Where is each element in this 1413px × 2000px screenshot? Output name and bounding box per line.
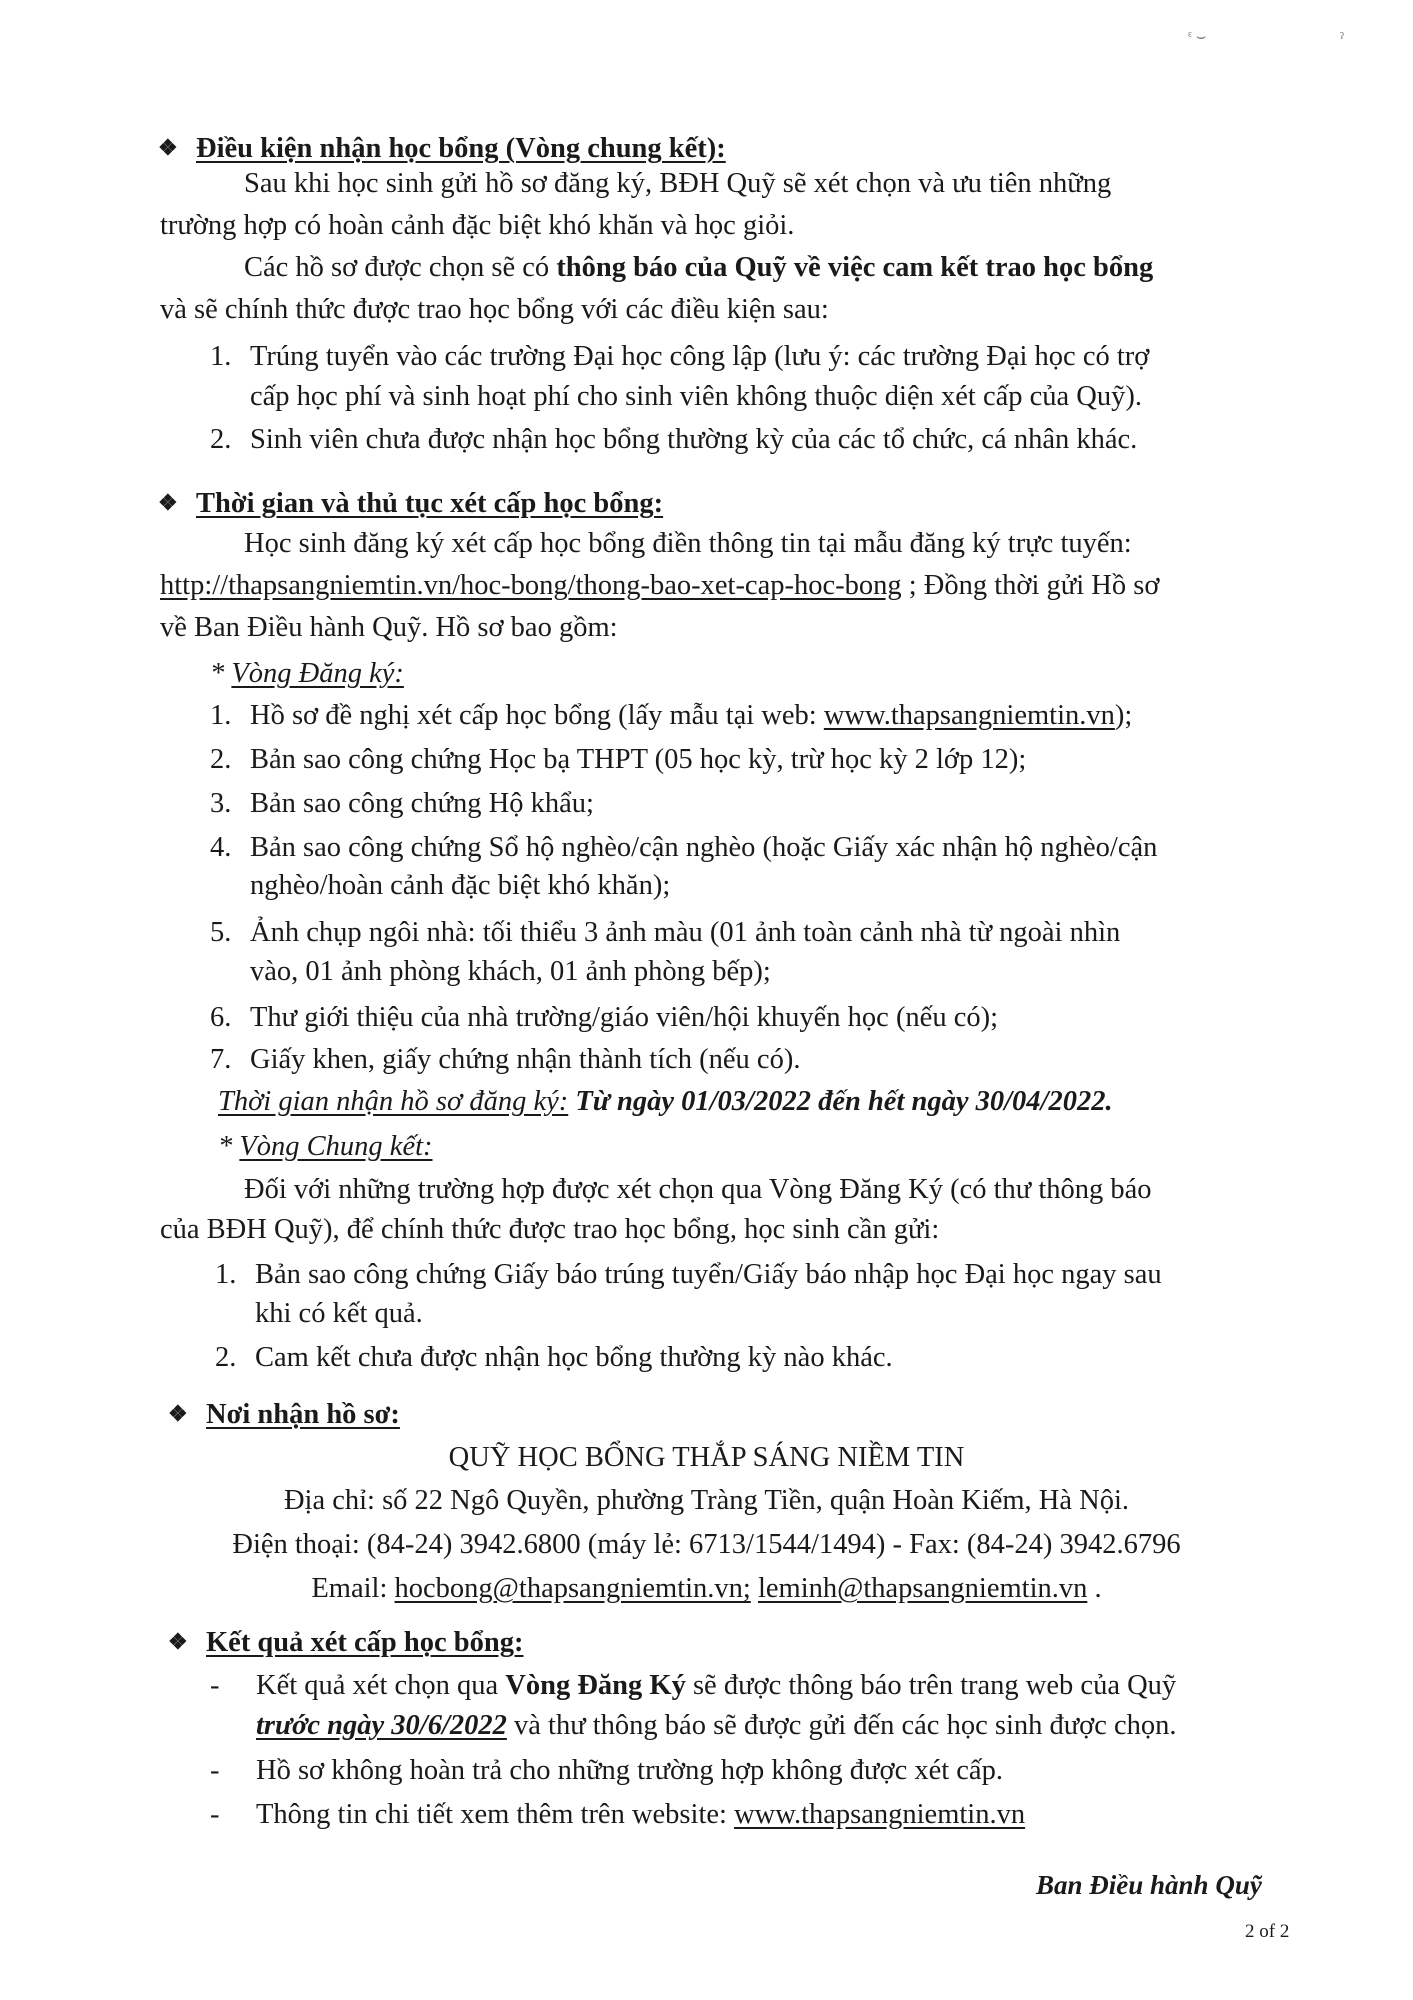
paragraph-line: Sau khi học sinh gửi hồ sơ đăng ký, BĐH Quỹ sẽ xét chọn và ưu tiên những (244, 168, 1112, 199)
list-item: 1. Hồ sơ đề nghị xét cấp học bổng (lấy mẫu tại web: www.thapsangniemtin.vn); (210, 700, 1133, 731)
list-item: - Thông tin chi tiết xem thêm trên website: www.thapsangniemtin.vn (210, 1799, 1026, 1830)
list-item: 3. Bản sao công chứng Hộ khẩu; (210, 788, 594, 819)
diamond-bullet-icon: ❖ (168, 1401, 188, 1426)
paragraph-line: của BĐH Quỹ), để chính thức được trao học bổng, học sinh cần gửi: (160, 1214, 940, 1245)
list-item-continuation: cấp học phí và sinh hoạt phí cho sinh viên không thuộc diện xét cấp của Quỹ). (250, 381, 1142, 412)
list-item-continuation: trước ngày 30/6/2022 và thư thông báo sẽ được gửi đến các học sinh được chọn. (256, 1710, 1177, 1741)
emphasis-text: thông báo của Quỹ về việc cam kết trao học bổng (556, 252, 1154, 283)
list-item: 2. Cam kết chưa được nhận học bổng thường kỳ nào khác. (215, 1342, 893, 1373)
diamond-bullet-icon: ❖ (168, 1629, 188, 1654)
page-number: 2 of 2 (1245, 1921, 1290, 1942)
paragraph-line: về Ban Điều hành Quỹ. Hồ sơ bao gồm: (160, 612, 618, 643)
registration-deadline: Thời gian nhận hồ sơ đăng ký: Từ ngày 01/03/2022 đến hết ngày 30/04/2022. (218, 1086, 1113, 1117)
paragraph-line: và sẽ chính thức được trao học bổng với các điều kiện sau: (160, 294, 829, 325)
website-link[interactable]: www.thapsangniemtin.vn (823, 700, 1115, 731)
website-link[interactable]: www.thapsangniemtin.vn (734, 1799, 1026, 1830)
scan-artifact: ᵋ ⌣ (1188, 28, 1207, 45)
list-item: 7. Giấy khen, giấy chứng nhận thành tích (nếu có). (210, 1044, 801, 1075)
list-item-continuation: nghèo/hoàn cảnh đặc biệt khó khăn); (250, 870, 671, 901)
section-heading-results: ❖ Kết quả xét cấp học bổng: (168, 1627, 524, 1658)
section-heading-procedure: ❖ Thời gian và thủ tục xét cấp học bổng: (158, 488, 664, 519)
scan-artifact: ˀ (1340, 30, 1344, 47)
list-item: 4. Bản sao công chứng Sổ hộ nghèo/cận nghèo (hoặc Giấy xác nhận hộ nghèo/cận (210, 832, 1158, 863)
organization-name: QUỸ HỌC BỔNG THẮP SÁNG NIỀM TIN (448, 1442, 965, 1473)
list-item: - Kết quả xét chọn qua Vòng Đăng Ký sẽ được thông báo trên trang web của Quỹ (210, 1670, 1177, 1701)
organization-phone: Điện thoại: (84-24) 3942.6800 (máy lẻ: 6713/1544/1494) - Fax: (84-24) 3942.6796 (232, 1529, 1181, 1560)
paragraph-line: trường hợp có hoàn cảnh đặc biệt khó khăn và học giỏi. (160, 210, 795, 241)
list-item-continuation: khi có kết quả. (255, 1298, 423, 1329)
email-link[interactable]: hocbong@thapsangniemtin.vn; (394, 1573, 751, 1604)
subheading-registration-round: * Vòng Đăng ký: (210, 658, 404, 689)
organization-address: Địa chỉ: số 22 Ngô Quyền, phường Tràng Tiền, quận Hoàn Kiếm, Hà Nội. (283, 1485, 1130, 1516)
list-item: 1. Bản sao công chứng Giấy báo trúng tuyển/Giấy báo nhập học Đại học ngay sau (215, 1259, 1162, 1290)
list-item: - Hồ sơ không hoàn trả cho những trường hợp không được xét cấp. (210, 1755, 1003, 1786)
paragraph-line: Đối với những trường hợp được xét chọn qua Vòng Đăng Ký (có thư thông báo (244, 1174, 1152, 1205)
list-item-continuation: vào, 01 ảnh phòng khách, 01 ảnh phòng bếp); (250, 956, 771, 987)
list-item: 1. Trúng tuyển vào các trường Đại học công lập (lưu ý: các trường Đại học có trợ (210, 341, 1150, 372)
list-item: 2. Bản sao công chứng Học bạ THPT (05 học kỳ, trừ học kỳ 2 lớp 12); (210, 744, 1027, 775)
list-item: 5. Ảnh chụp ngôi nhà: tối thiểu 3 ảnh màu (01 ảnh toàn cảnh nhà từ ngoài nhìn (210, 917, 1121, 948)
subheading-final-round: * Vòng Chung kết: (218, 1131, 433, 1162)
paragraph-line: http://thapsangniemtin.vn/hoc-bong/thong-bao-xet-cap-hoc-bong ; Đồng thời gửi Hồ sơ (160, 570, 1160, 601)
list-item: 6. Thư giới thiệu của nhà trường/giáo viên/hội khuyến học (nếu có); (210, 1002, 999, 1033)
signature: Ban Điều hành Quỹ (1036, 1870, 1262, 1900)
email-link[interactable]: leminh@thapsangniemtin.vn (757, 1573, 1088, 1604)
paragraph-line: Các hồ sơ được chọn sẽ có thông báo của Quỹ về việc cam kết trao học bổng (244, 252, 1154, 283)
section-heading-eligibility: ❖ Điều kiện nhận học bổng (Vòng chung kết): (158, 133, 726, 164)
organization-email: Email: hocbong@thapsangniemtin.vn; leminh@thapsangniemtin.vn . (311, 1573, 1102, 1604)
diamond-bullet-icon: ❖ (158, 135, 178, 160)
diamond-bullet-icon: ❖ (158, 490, 178, 515)
section-heading-submission: ❖ Nơi nhận hồ sơ: (168, 1399, 400, 1430)
paragraph-line: Học sinh đăng ký xét cấp học bổng điền thông tin tại mẫu đăng ký trực tuyến: (244, 528, 1132, 559)
list-item: 2. Sinh viên chưa được nhận học bổng thường kỳ của các tổ chức, cá nhân khác. (210, 424, 1138, 455)
registration-link[interactable]: http://thapsangniemtin.vn/hoc-bong/thong-bao-xet-cap-hoc-bong (160, 570, 902, 601)
